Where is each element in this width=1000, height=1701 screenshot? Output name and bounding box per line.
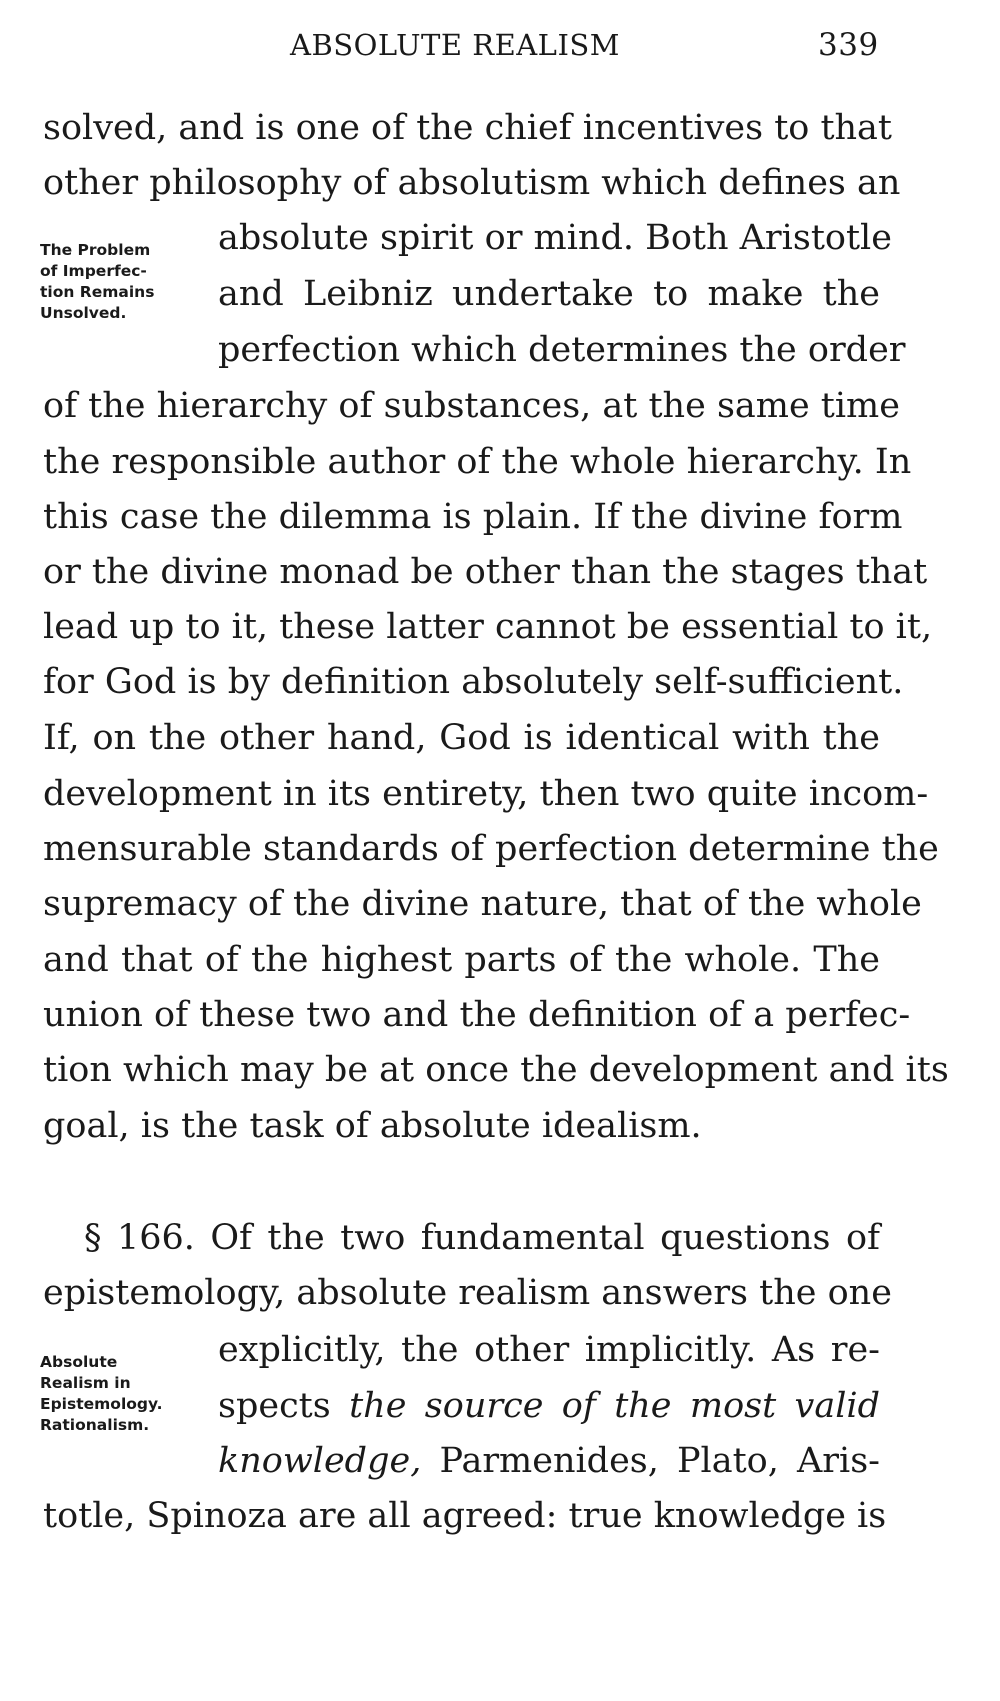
- italic-phrase: the source of the most valid: [349, 1386, 880, 1426]
- body-line: totle, Spinoza are all agreed: true knowledge is: [43, 1496, 887, 1536]
- sidenote-line: The Problem: [40, 241, 151, 259]
- body-line: the responsible author of the whole hierarchy. In: [43, 442, 912, 482]
- body-line: explicitly, the other implicitly. As re-: [218, 1330, 880, 1370]
- body-line: tion which may be at once the development and its: [43, 1050, 949, 1090]
- sidenote-line: Unsolved.: [40, 304, 127, 322]
- body-line: absolute spirit or mind. Both Aristotle: [218, 218, 892, 258]
- body-line: If, on the other hand, God is identical with the: [43, 718, 880, 758]
- sidenote-line: tion Remains: [40, 283, 155, 301]
- body-line: this case the dilemma is plain. If the divine form: [43, 497, 903, 537]
- sidenote-absolute-realism-epistemology: [40, 1352, 220, 1436]
- body-line: [218, 1441, 880, 1481]
- body-text: Parmenides, Plato, Aris-: [439, 1441, 880, 1481]
- page-number: 339: [818, 27, 879, 63]
- body-line: or the divine monad be other than the stages that: [43, 552, 928, 592]
- body-line: union of these two and the definition of a perfec-: [43, 995, 911, 1035]
- body-line: other philosophy of absolutism which defines an: [43, 163, 901, 203]
- body-line: epistemology, absolute realism answers the one: [43, 1273, 892, 1313]
- body-line: lead up to it, these latter cannot be essential to it,: [43, 607, 933, 647]
- italic-phrase: knowledge,: [218, 1441, 422, 1481]
- sidenote-line: Realism in: [40, 1374, 131, 1392]
- body-line: for God is by definition absolutely self-sufficient.: [43, 662, 904, 702]
- body-line: mensurable standards of perfection determine the: [43, 829, 939, 869]
- body-line: development in its entirety, then two quite incom-: [43, 774, 929, 814]
- body-line: solved, and is one of the chief incentives to that: [43, 108, 892, 148]
- body-line: supremacy of the divine nature, that of the whole: [43, 884, 922, 924]
- sidenote-line: Epistemology.: [40, 1395, 163, 1413]
- body-line: and Leibniz undertake to make the: [218, 274, 880, 314]
- section-166-line: § 166. Of the two fundamental questions of: [84, 1218, 880, 1258]
- body-line: and that of the highest parts of the whole. The: [43, 940, 880, 980]
- body-line: of the hierarchy of substances, at the same time: [43, 386, 900, 426]
- body-text: spects: [218, 1386, 331, 1426]
- sidenote-problem-of-imperfection: [40, 240, 220, 324]
- sidenote-line: of Imperfec-: [40, 262, 147, 280]
- sidenote-line: Absolute: [40, 1353, 118, 1371]
- running-header-title: ABSOLUTE REALISM: [290, 28, 620, 62]
- sidenote-line: Rationalism.: [40, 1416, 150, 1434]
- body-line: goal, is the task of absolute idealism.: [43, 1106, 702, 1146]
- body-line: perfection which determines the order: [218, 330, 906, 370]
- body-line: [218, 1386, 880, 1426]
